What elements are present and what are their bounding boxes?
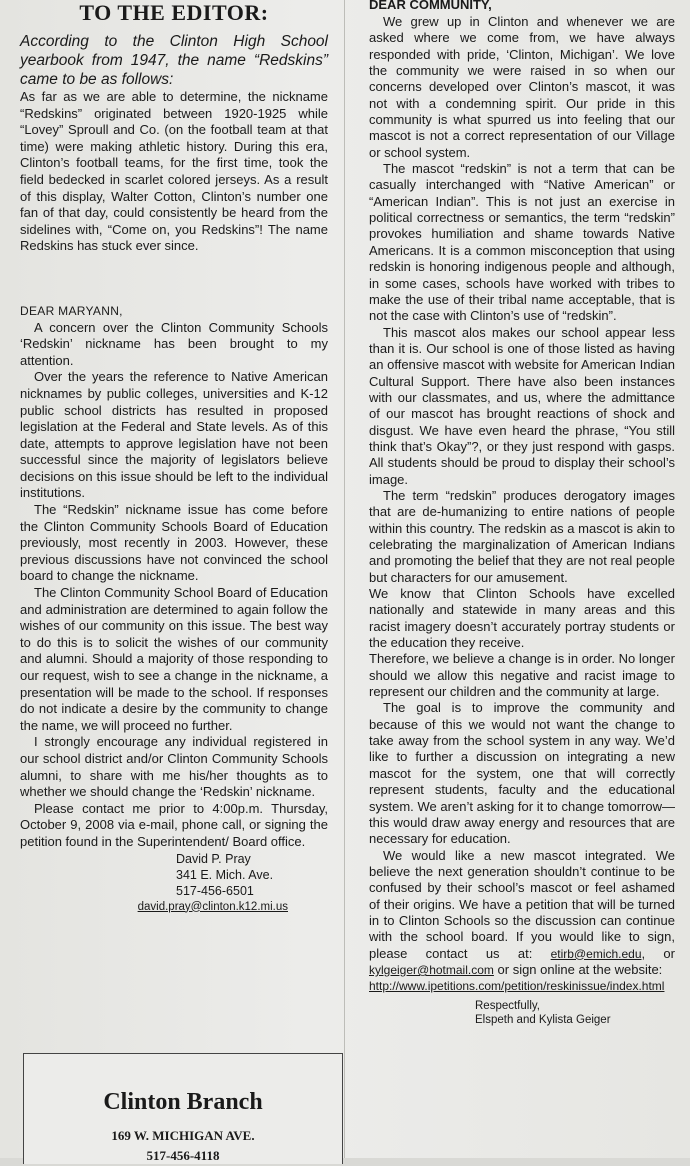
contact-email-link[interactable]: etirb@emich.edu [550,946,642,961]
letter-paragraph: The term “redskin” produces derogatory images that are de-humanizing to entire nations of people within this country. The redskin as a mascot is akin to celebrating the marginalization of American Indians and promoting the belief that they are not real people but characters for our amusement. [369,487,675,585]
letter-paragraph: The Clinton Community School Board of Education and administration are determined to again follow the wishes of our community on this issue. The best way to do this is to solicit the wishes of our community and alumni. Should a majority of those responding to our request, wish to see a change in the nickname, a presentation will be made to the school. If responses do not indicate a desire by the community to change the name, we will proceed no further. [20,585,328,733]
petition-url-line [369,978,675,994]
letter-paragraph: Please contact me prior to 4:00p.m. Thursday, October 9, 2008 via e-mail, phone call, or signing the petition found in the Superintendent/ Board office. [20,800,328,849]
contact-tail: or sign online at the website: [493,961,663,977]
signer-street: 341 E. Mich. Ave. [176,867,274,882]
letter-paragraph: The mascot “redskin” is not a term that can be casually interchanged with “Native American” or “American Indian”. This is not just an exercise in political correctness or semantics, the term “redskin” provokes humiliation and shame towards Native Americans. It is a common misconception that using redskin is honoring indigenous people and although, in some cases, schools have worked with tribes to make the use of their tribal name acceptable, that is not the case with Clinton’s use of “redskin”. [369,161,675,324]
letter-paragraph: I strongly encourage any individual registered in our school district and/or Clinton Community Schools alumni, to share with me his/her thoughts as to whether we should change the ‘Redskin’ nickname. [20,734,328,800]
petition-url-link[interactable]: http://www.ipetitions.com/petition/reskinissue/index.html [369,979,665,994]
letter-paragraph: We grew up in Clinton and whenever we are asked where we come from, we have always responded with pride, ‘Clinton, Michigan’. We love the community we were raised in so when our concerns developed over Clinton’s mascot, it was not with a condemning spirit. Our pride in this community is what spurred us into feeling that our mascot is not a correct representation of our Village or school system. [369,14,675,160]
contact-text: We would like a new mascot integrated. We believe the next generation shouldn’t continue to be confused by their school’s mascot or feel ashamed of their origins. We have a petition that will be turned in to Clinton Schools so the discussion can continue with the school board. If you would like to sign, please contact us at: [369,847,675,961]
letter-paragraph: This mascot alos makes our school appear less than it is. Our school is one of those listed as having an offensive mascot with website for American Indian Cultural Support. There have also been instances with our classmates, and us, where the admittance of our mascot has brought reactions of shock and disgust. We have even heard the phrase, “You still think that’s Okay”?, or they just respond with gasps. All students should be proud to display their school’s image. [369,324,675,487]
contact-email-link[interactable]: kylgeiger@hotmail.com [369,962,494,977]
letter-paragraph: Over the years the reference to Native American nicknames by public colleges, universities and K-12 public school districts has resulted in proposed legislation at the Federal and State levels. As of this date, attempts to approve legislation have not been successful since the majority of legislators believe decisions on this issue should be left to the individual institutions. [20,369,328,501]
letter-paragraph-contact [369,848,675,979]
branch-ad-box [23,1053,343,1164]
spacer [20,255,328,303]
yearbook-intro: According to the Clinton High School yearbook from 1947, the name “Redskins” came to be as follows: [20,33,328,88]
signer-name: David P. Pray [176,851,251,866]
column-divider [344,0,345,1158]
right-column [369,0,675,1027]
signature-block [137,851,328,915]
left-column [20,0,328,915]
letter-paragraph: A concern over the Clinton Community Schools ‘Redskin’ nickname has been brought to my attention. [20,319,328,368]
letter-paragraph: The goal is to improve the community and because of this we would not want the change to take away from the school system in any way. We’d like to further a discussion on integrating a new mascot for the system, one that will correctly represent students, faculty and the educational system. We aren’t asking for it to change tomorrow—this would draw away energy and resources that are necessary for education. [369,700,675,847]
letter-salutation: DEAR COMMUNITY, [369,0,492,12]
letter-paragraph: We know that Clinton Schools have excelled nationally and statewide in many areas and this racist imagery doesn’t accurately portray students or the education they receive. [369,586,675,651]
letter-paragraph: The “Redskin” nickname issue has come before the Clinton Community Schools Board of Education previously, most recently in 2003. However, these previous discussions have not convinced the school board to change the nickname. [20,502,328,584]
closing-word: Respectfully, [475,999,540,1012]
signer-phone: 517-456-6501 [176,883,254,898]
branch-address: 169 W. MICHIGAN AVE. [111,1128,255,1143]
letter-paragraph: Therefore, we believe a change is in order. No longer should we allow this negative and racist image to represent our children and the community at large. [369,651,675,700]
closing-block [475,999,675,1027]
contact-separator: , or [641,945,675,961]
letter-salutation: DEAR MARYANN, [20,303,123,318]
branch-name: Clinton Branch [103,1089,263,1115]
signer-email-link[interactable]: david.pray@clinton.k12.mi.us [137,900,288,913]
signers-names: Elspeth and Kylista Geiger [475,1013,611,1026]
page-title: TO THE EDITOR: [79,0,269,25]
branch-phone: 517-456-4118 [146,1148,220,1163]
nickname-history: As far as we are able to determine, the nickname “Redskins” originated between 1920-1925 while “Lovey” Sproull and Co. (on the football team at that time) were making athletic history. During this era, Clinton’s football teams, for the first time, took the field bedecked in scarlet colored jerseys. As a result of this display, Walter Cotton, Clinton’s number one fan of that day, could consistently be heard from the sidelines with, “Come on, you Redskins”! The name Redskins has stuck ever since. [20,89,328,254]
